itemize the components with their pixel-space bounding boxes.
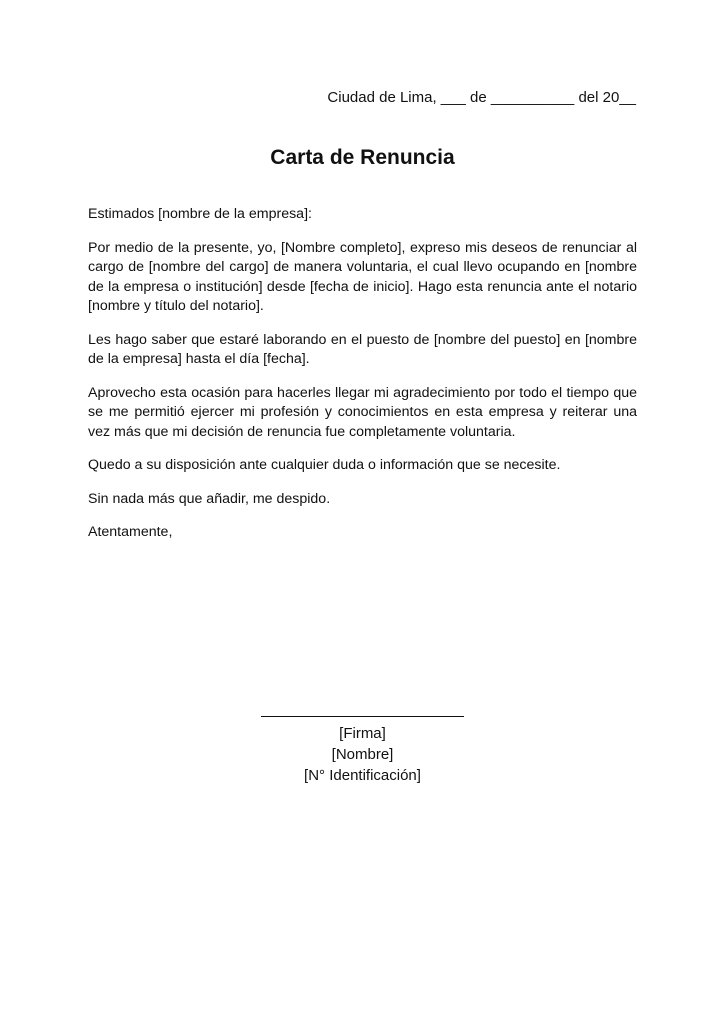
paragraph-gratitude: Aprovecho esta ocasión para hacerles llegar mi agradecimiento por todo el tiempo que se me permitió ejercer mi profesión y conocimientos en esta empresa y reiterar una vez más que mi decisión de renuncia fue completamente voluntaria. — [88, 384, 637, 440]
paragraph-availability: Quedo a su disposición ante cualquier duda o información que se necesite. — [88, 457, 561, 473]
paragraph-notice: Les hago saber que estaré laborando en el puesto de [nombre del puesto] en [nombre de la empresa] hasta el día [fecha]. — [88, 331, 637, 367]
closing: Atentamente, — [88, 524, 173, 540]
greeting: Estimados [nombre de la empresa]: — [88, 206, 312, 222]
signature-block — [0, 700, 725, 786]
letter-body — [88, 205, 637, 557]
signature-nombre: [Nombre] — [331, 746, 394, 763]
paragraph-intro: Por medio de la presente, yo, [Nombre completo], expreso mis deseos de renunciar al cargo de [nombre del cargo] de manera voluntaria, el cual llevo ocupando en [nombre de la empresa o institución] desde [fecha de inicio]. Hago esta renuncia ante el notario [nombre y título del notario]. — [88, 239, 637, 314]
date-line: Ciudad de Lima, ___ de __________ del 20__ — [327, 89, 636, 106]
signature-firma: [Firma] — [339, 725, 386, 742]
signature-line — [261, 716, 464, 717]
page-title: Carta de Renuncia — [270, 146, 455, 169]
paragraph-farewell: Sin nada más que añadir, me despido. — [88, 490, 331, 507]
signature-identificacion: [N° Identificación] — [304, 767, 421, 784]
